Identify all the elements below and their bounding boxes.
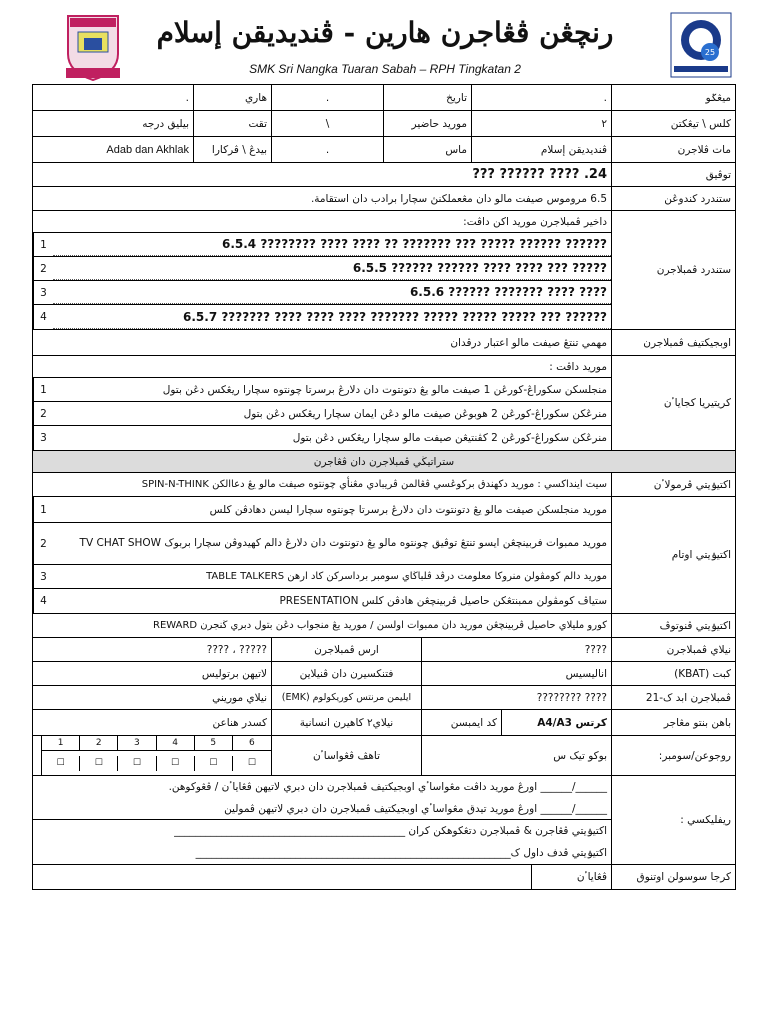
row-bahan-bantu <box>33 710 735 736</box>
sp-label: ستندرد ڤمبلاجرن <box>611 211 735 329</box>
sp-item-number: 3 <box>33 281 53 304</box>
rujukan-value: بوکو تيک س <box>421 736 611 775</box>
utama-label: اکتيۏيتي اوتام <box>611 497 735 613</box>
masa-value: . <box>271 137 383 162</box>
bahan-value: کرتس A4/A3 <box>501 710 611 735</box>
mata-value: ڤنديديقن إسلام <box>471 137 611 162</box>
school-logo <box>62 10 124 82</box>
row-strategi-heading <box>33 451 735 473</box>
kelas-value: ٢ <box>471 111 611 136</box>
page-header <box>0 0 768 84</box>
kriteria-intro: موريد داڤت : <box>549 360 607 373</box>
row-rujukan <box>33 736 735 776</box>
hari-value: . <box>185 91 189 104</box>
tp-level: 6 <box>233 736 271 751</box>
sp-item-text: ?????? ??? ????? ????? ????? ??????? ???? ???? ???? ??????? 6.5.7 <box>53 305 611 329</box>
nilai-value-a: ???? <box>421 638 611 661</box>
kelas-label: کلس \ تيڠکتن <box>611 111 735 136</box>
tugas-value: بيليق درجه <box>142 117 189 130</box>
bidang-label: بيدڠ \ ڤرکارا <box>193 137 271 162</box>
row-minggu <box>33 85 735 111</box>
tahap-penguasaan-grid <box>41 736 271 775</box>
tp-checkbox[interactable]: ☐ <box>42 756 80 771</box>
row-kbat <box>33 662 735 686</box>
kriteria-item-text: منرڠکن سکوراڠ-کورڠن 2 کڤنتيڠن صيفت مالو سچارا ريڠکس دڠن بتول <box>292 432 607 444</box>
utama-item-text: موريد دالم کومڤولن منروکا معلومت درڤد ڤلباڬاي سومبر برداسرکن کاد ارهن TABLE TALKERS <box>206 571 607 582</box>
penutup-value: کورو مليلاي حاصيل ڤربينچڠن موريد دان ممبوات اولسن / موريد يڠ منجواب دڠن بتول دبري ڬنجرن REWARD <box>153 620 607 631</box>
bahan-label: باهن بنتو مڠاجر <box>611 710 735 735</box>
refleksi-line-3: اکتيۏيتي ڤڠاجرن & ڤمبلاجرن دتڠکوهکن کران ____________________________________________ <box>174 825 607 837</box>
tarikh-label: تاريخ <box>383 85 471 110</box>
nilai-label2: ارس ڤمبلاجرن <box>271 638 421 661</box>
hari-label: هاري <box>193 85 271 110</box>
utama-item-number: 2 <box>33 523 53 564</box>
sp-item-number: 1 <box>33 233 53 256</box>
murid-value: \ <box>271 111 383 136</box>
permulaan-label: اکتيۏيتي ڤرمولاٴن <box>611 473 735 496</box>
strategi-heading: ستراتيڬي ڤمبلاجرن دان ڤڠاجرن <box>313 455 455 468</box>
row-kelas <box>33 111 735 137</box>
objektif-value: مهمي تنتڠ صيفت مالو اعتبار درڤدان <box>450 336 607 349</box>
bidang-value: Adab dan Akhlak <box>106 143 189 156</box>
row-kriteria <box>33 356 735 451</box>
svg-text:25: 25 <box>704 48 716 57</box>
refleksi-line-1: ______/______ اورڠ موريد داڤت مڠواساٴي اوبجيکتيف ڤمبلاجرن دان دبري لاتيهن ڤڠاياٴن / ڤڠوکوهن. <box>168 781 607 793</box>
row-refleksi <box>33 776 735 865</box>
masa-label: ماس <box>383 137 471 162</box>
permulaan-value: سيت اينداکسي : موريد دکهندق برکوڠسي ڤڠالمن ڤريبادي مڠنأي چونتوه صيفت مالو يڠ دعاالکن SPIN-N-THINK <box>141 479 607 490</box>
row-standard-kandungan <box>33 187 735 211</box>
abad-right: نيلاي موريني <box>212 691 267 704</box>
tp-checkbox[interactable]: ☐ <box>80 756 118 771</box>
tp-level: 4 <box>157 736 195 751</box>
tp-level: 5 <box>195 736 233 751</box>
row-nilai <box>33 638 735 662</box>
utama-item-number: 1 <box>33 497 53 522</box>
kbat-value: اناليسيس <box>421 662 611 685</box>
kbat-mid: فتنکسيرن دان ڤنيلاين <box>271 662 421 685</box>
refleksi-line-2: ______/______ اورڠ موريد تيدق مڠواساٴي اوبجيکتيف ڤمبلاجرن دان دبري لاتيهن ڤمولين <box>224 802 607 815</box>
refleksi-label: ريفليکسي : <box>611 776 735 864</box>
lesson-plan-table <box>32 84 736 890</box>
ministry-logo <box>670 12 732 78</box>
bahan-right: کسدر هناعن <box>212 716 267 729</box>
row-utama <box>33 497 735 614</box>
kriteria-item-number: 1 <box>33 378 53 401</box>
tp-level: 1 <box>42 736 80 751</box>
nilai-label: نيلاي ڤمبلاجرن <box>611 638 735 661</box>
rujukan-label: روجوعن/سومبر: <box>611 736 735 775</box>
kriteria-label: کريتيريا کجاياٴن <box>611 356 735 450</box>
bahan-mid: کد ايمبسن <box>421 710 501 735</box>
sk-value: 6.5 مروموس صيفت مالو دان مڠعملکنڽ سچارا برادب دان استقامة. <box>310 192 607 205</box>
tarikh-value: . <box>271 85 383 110</box>
utama-item-number: 3 <box>33 565 53 588</box>
kriteria-item-text: منرڠکن سکوراڠ-کورڠن 2 هوبوڠن صيفت مالو دڠن ايمان سچارا ريڠکس دڠن بتول <box>243 407 607 420</box>
tugas-label: تقت <box>193 111 271 136</box>
tp-checkbox[interactable]: ☐ <box>157 756 195 771</box>
sp-item-number: 4 <box>33 305 53 329</box>
mata-label: مات ڤلاجرن <box>611 137 735 162</box>
row-susulan <box>33 865 735 889</box>
sp-item-text: ?????? ?????? ????? ??? ??????? ?? ???? ???? ???????? 6.5.4 <box>53 233 611 256</box>
sp-item-text: ???? ???? ??????? ?????? 6.5.6 <box>53 281 611 304</box>
sp-item-number: 2 <box>33 257 53 280</box>
abad-mid: ايليمن مرنتس کوريکولوم (EMK) <box>271 686 421 709</box>
row-penutup <box>33 614 735 638</box>
row-abad-21 <box>33 686 735 710</box>
tp-checkbox[interactable]: ☐ <box>195 756 233 771</box>
sk-label: ستندرد کندوڠن <box>611 187 735 210</box>
page-subtitle: SMK Sri Nangka Tuaran Sabah – RPH Tingkatan 2 <box>249 62 521 76</box>
utama-item-number: 4 <box>33 589 53 613</box>
utama-item-text: موريد منجلسکن صيفت مالو يڠ دتونتوت دان دلارڠ برسرتا چونتوه سچارا ليسن دهادڤن کلس <box>209 503 607 516</box>
tp-level: 2 <box>80 736 118 751</box>
abad-value: ???? ???????? <box>421 686 611 709</box>
utama-item-text: ستياڤ کومڤولن ممبنتڠکن حاصيل ڤربينچڠن هادڤن کلس PRESENTATION <box>279 595 607 607</box>
objektif-label: اوبجيکتيف ڤمبلاجرن <box>611 330 735 355</box>
tajuk-label: توڤيق <box>611 163 735 186</box>
minggu-value: . <box>471 85 611 110</box>
row-permulaan <box>33 473 735 497</box>
tp-checkbox[interactable]: ☐ <box>247 757 256 768</box>
susulan-value: ڤڠاياٴن <box>531 865 611 889</box>
row-standard-pembelajaran <box>33 211 735 330</box>
kbat-right: لاتيهن برتوليس <box>201 667 267 680</box>
susulan-label: کرجا سوسولن اوتنوق <box>611 865 735 889</box>
murid-label: موريد حاضير <box>383 111 471 136</box>
minggu-label: ميڠݢو <box>611 85 735 110</box>
kriteria-item-number: 3 <box>33 426 53 450</box>
abad-label: ڤمبلاجرن ابد ک-21 <box>611 686 735 709</box>
utama-item-text: موريد ممبوات فربينچڠن ايسو تنتڠ توڤيق چونتوه مالو يڠ دتونتوت دان دلارڠ دالم کهيدوڤن سچارا بربوک TV CHAT SHOW <box>79 536 607 549</box>
rujukan-mid: تاهڤ ڤڠواساٴن <box>271 736 421 775</box>
page-title: رنچڠن ڤڠاجرن هارين - ڤنديديقن إسلام <box>156 16 614 49</box>
kriteria-item-number: 2 <box>33 402 53 425</box>
tp-checkbox[interactable]: ☐ <box>118 756 156 771</box>
penutup-label: اکتيۏيتي ڤنوتوڤ <box>611 614 735 637</box>
sp-intro: داخير ڤمبلاجرن موريد اکن داڤت: <box>463 215 607 228</box>
kriteria-item-text: منجلسکن سکوراڠ-کورڠن 1 صيفت مالو يڠ دتونتوت دان دلارڠ برسرتا چونتوه سچارا ريڠکس دڠن بتول <box>162 383 607 396</box>
row-mata-pelajaran <box>33 137 735 163</box>
nilai-value: ????? ، ???? <box>206 643 267 656</box>
kbat-label: کبت (KBAT) <box>611 662 735 685</box>
row-tajuk <box>33 163 735 187</box>
sp-item-text: ????? ??? ???? ???? ?????? ?????? 6.5.5 <box>53 257 611 280</box>
tp-level: 3 <box>118 736 156 751</box>
bahan-mid2: نيلاي٢ کاهيرن انسانية <box>271 710 421 735</box>
row-objektif <box>33 330 735 356</box>
tajuk-value: 24. ???? ?????? ??? <box>472 167 607 182</box>
refleksi-line-4: اکتيۏيتي ڤدف داول ک____________________________________________________________ <box>195 847 607 859</box>
